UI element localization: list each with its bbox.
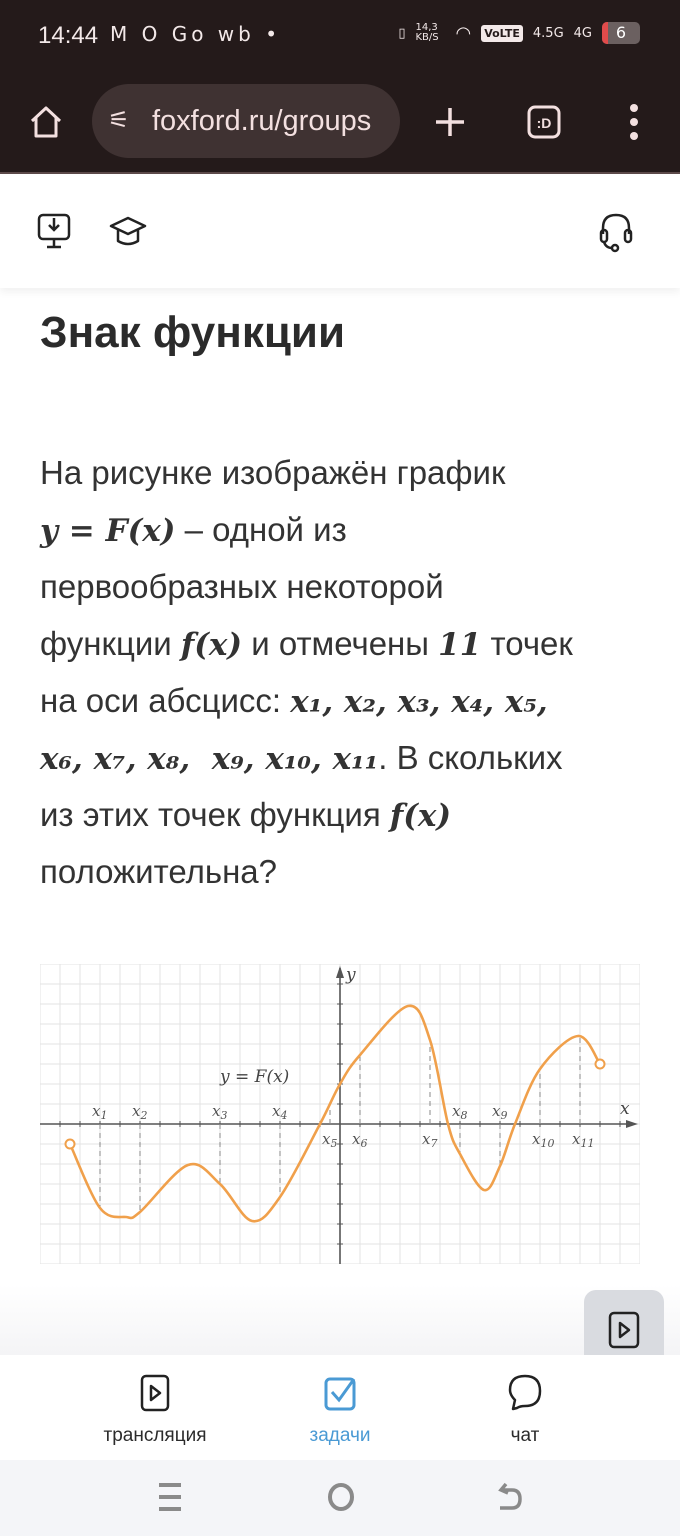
point-label-x9: $x_9$: [492, 1102, 508, 1122]
question-line: [40, 790, 640, 847]
notification-icons: M O Go wb •: [110, 22, 282, 46]
nav-chat[interactable]: [445, 1373, 605, 1447]
math-expression: f(x): [180, 627, 243, 663]
play-icon: [607, 1310, 641, 1350]
site-settings-icon[interactable]: ⚟: [108, 107, 130, 134]
new-tab-icon[interactable]: [432, 104, 468, 140]
signal-2: 4G: [573, 25, 592, 41]
point-label-x5: $x_5$: [322, 1130, 338, 1150]
home-circle-icon[interactable]: [326, 1480, 356, 1514]
point-label-x10: $x_{10}$: [532, 1130, 555, 1150]
back-icon[interactable]: [496, 1480, 526, 1514]
content-fade: [0, 1285, 680, 1355]
question-line: [40, 505, 640, 562]
question-line: [40, 448, 640, 505]
download-monitor-icon[interactable]: [36, 212, 72, 252]
app-toolbar: [0, 176, 680, 288]
graduation-cap-icon[interactable]: [108, 214, 148, 248]
svg-text::D: :D: [536, 115, 552, 131]
nav-label: задачи: [309, 1425, 371, 1446]
point-label-x7: $x_7$: [422, 1130, 438, 1150]
browser-toolbar: [0, 78, 680, 174]
system-nav-bar: [0, 1460, 680, 1536]
question-line: [40, 733, 640, 790]
y-axis-label: y: [346, 965, 356, 985]
recent-apps-icon[interactable]: [156, 1480, 184, 1514]
status-icons: [398, 22, 640, 44]
signal-1: 4.5G: [532, 25, 564, 41]
play-icon: [139, 1373, 171, 1413]
point-label-sub: 8: [460, 1109, 468, 1122]
address-bar[interactable]: [92, 84, 400, 158]
point-label-sub: 10: [540, 1137, 555, 1150]
math-expression: x₁, x₂, x₃, x₄, x₅,: [290, 684, 548, 720]
point-label-sub: 6: [360, 1137, 368, 1150]
status-bar: [0, 0, 680, 78]
text-segment: функции: [40, 625, 181, 662]
text-segment: На рисунке изображён график: [40, 454, 506, 491]
clock: 14:44: [38, 22, 99, 49]
point-label-x1: $x_1$: [92, 1102, 108, 1122]
point-label-sub: 2: [140, 1109, 148, 1122]
function-graph: [40, 964, 640, 1264]
point-label-sub: 1: [100, 1109, 108, 1122]
nav-tasks[interactable]: [260, 1373, 420, 1447]
point-label-sub: 7: [430, 1137, 438, 1150]
open-endpoint: [596, 1060, 605, 1069]
battery-icon: 6: [602, 22, 640, 44]
more-menu-icon[interactable]: [622, 102, 646, 142]
point-label-sub: 11: [580, 1137, 595, 1150]
chat-bubble-icon: [507, 1373, 543, 1413]
text-segment: точек: [481, 625, 573, 662]
question-line: [40, 562, 640, 619]
point-label-sub: 5: [330, 1137, 338, 1150]
point-label-x8: $x_8$: [452, 1102, 468, 1122]
point-label-x6: $x_6$: [352, 1130, 368, 1150]
net-speed: 14,3 KB/S: [415, 22, 439, 43]
vibrate-icon: ▯: [398, 25, 406, 41]
point-label-sub: 4: [280, 1109, 288, 1122]
point-label-x11: $x_{11}$: [572, 1130, 595, 1150]
x-axis-label: x: [620, 1099, 630, 1119]
nav-label: чат: [510, 1425, 540, 1446]
text-segment: первообразных некоторой: [40, 568, 444, 605]
wifi-icon: ◠: [455, 22, 472, 44]
point-label-sub: 9: [500, 1109, 508, 1122]
point-label-sub: 3: [220, 1109, 228, 1122]
point-label-x4: $x_4$: [272, 1102, 288, 1122]
text-segment: из этих точек функция: [40, 796, 390, 833]
question-line: [40, 619, 640, 676]
text-segment: и отмечены: [242, 625, 439, 662]
open-endpoint: [66, 1140, 75, 1149]
math-expression: f(x): [389, 798, 452, 834]
text-segment: – одной из: [175, 511, 347, 548]
text-segment: положительна?: [40, 853, 277, 890]
point-label-x2: $x_2$: [132, 1102, 148, 1122]
url-text: foxford.ru/groups: [152, 105, 372, 137]
volte-badge: VoLTE: [481, 25, 523, 42]
question-line: [40, 847, 640, 904]
page-title: Знак функции: [40, 308, 345, 357]
math-expression: 11: [438, 627, 482, 663]
point-label-x3: $x_3$: [212, 1102, 228, 1122]
checkbox-icon: [323, 1373, 357, 1413]
nav-label: трансляция: [103, 1425, 207, 1446]
question-text: [40, 448, 640, 904]
text-segment: на оси абсцисс:: [40, 682, 291, 719]
support-headset-icon[interactable]: [598, 212, 634, 254]
home-icon[interactable]: [28, 104, 64, 140]
question-line: [40, 676, 640, 733]
text-segment: . В скольких: [378, 739, 563, 776]
tabs-icon[interactable]: [526, 104, 562, 140]
curve-label: y = F(x): [220, 1067, 290, 1087]
math-expression: y = F(x): [40, 513, 176, 549]
nav-broadcast[interactable]: [75, 1373, 235, 1447]
bottom-nav: [0, 1355, 680, 1460]
math-expression: x₆, x₇, x₈, x₉, x₁₀, x₁₁: [40, 741, 379, 777]
